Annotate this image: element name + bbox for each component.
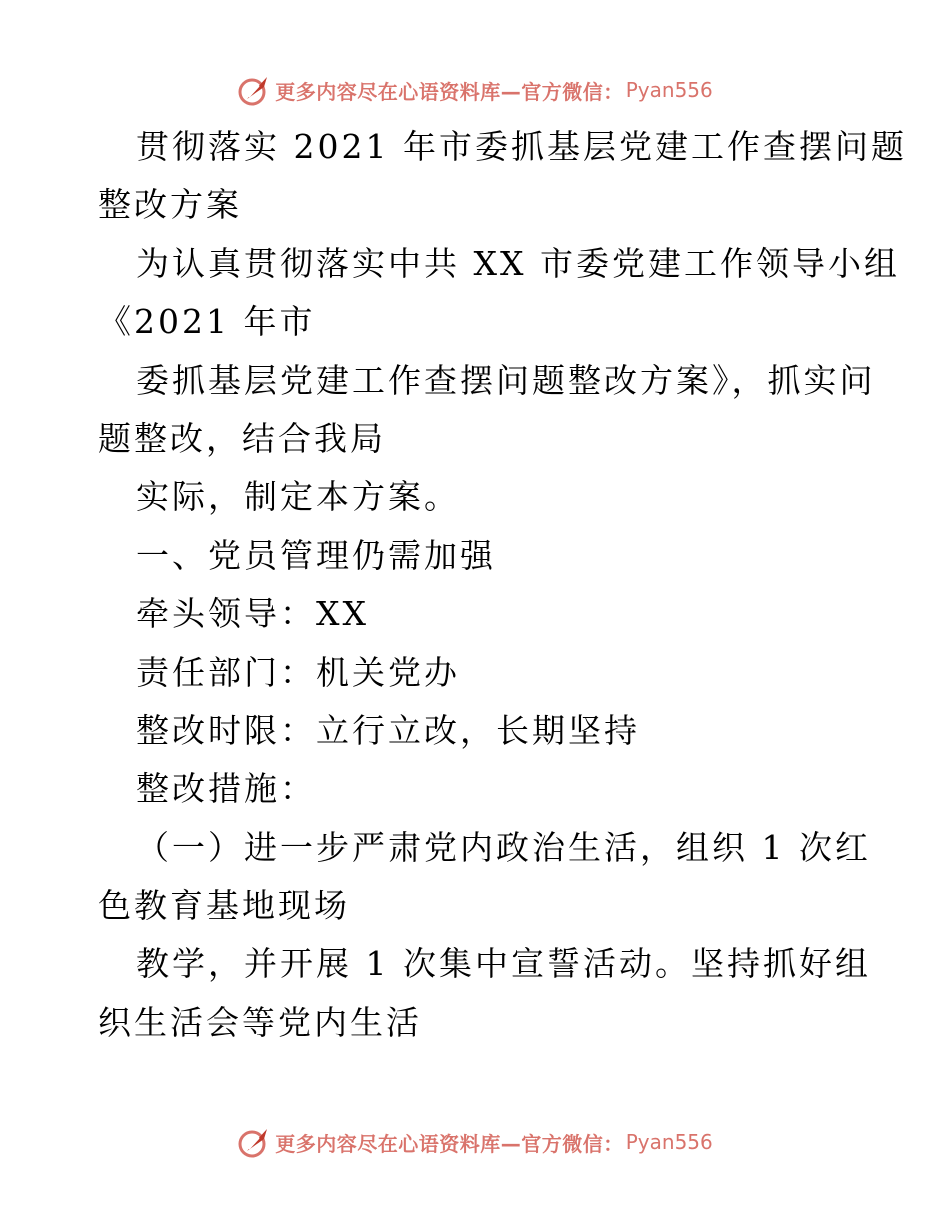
text-line: （一）进一步严肃党内政治生活，组织 1 次红 (136, 827, 871, 867)
text-line: 《2021 年市 (98, 302, 316, 342)
text-line: 题整改，结合我局 (98, 418, 386, 458)
text-line: 教学，并开展 1 次集中宣誓活动。坚持抓好组 (136, 944, 871, 984)
watermark-banner-bottom (0, 1122, 950, 1162)
watermark-contact: Pyan556 (625, 78, 713, 102)
text-line: 实际，制定本方案。 (136, 477, 460, 517)
document-body (98, 118, 907, 1052)
text-line: 委抓基层党建工作查摆问题整改方案》，抓实问 (136, 360, 876, 400)
watermark-text: 更多内容尽在心语资料库—官方微信： (275, 79, 624, 104)
text-line: 色教育基地现场 (98, 886, 350, 926)
watermark-text: 更多内容尽在心语资料库—官方微信： (275, 1131, 624, 1156)
quill-logo-icon (237, 1125, 271, 1159)
text-line: 整改时限：立行立改，长期坚持 (136, 710, 640, 750)
watermark-contact: Pyan556 (625, 1130, 713, 1154)
text-line: 织生活会等党内生活 (98, 1002, 422, 1042)
text-line: 整改措施： (136, 769, 316, 809)
text-line: 整改方案 (98, 185, 242, 225)
text-line: 牵头领导：XX (136, 594, 369, 634)
text-line: 一、党员管理仍需加强 (136, 535, 496, 575)
text-line: 责任部门：机关党办 (136, 652, 460, 692)
watermark-banner-top (0, 70, 950, 110)
quill-logo-icon (237, 73, 271, 107)
text-line: 为认真贯彻落实中共 XX 市委党建工作领导小组 (136, 243, 900, 283)
text-line: 贯彻落实 2021 年市委抓基层党建工作查摆问题 (136, 127, 907, 166)
